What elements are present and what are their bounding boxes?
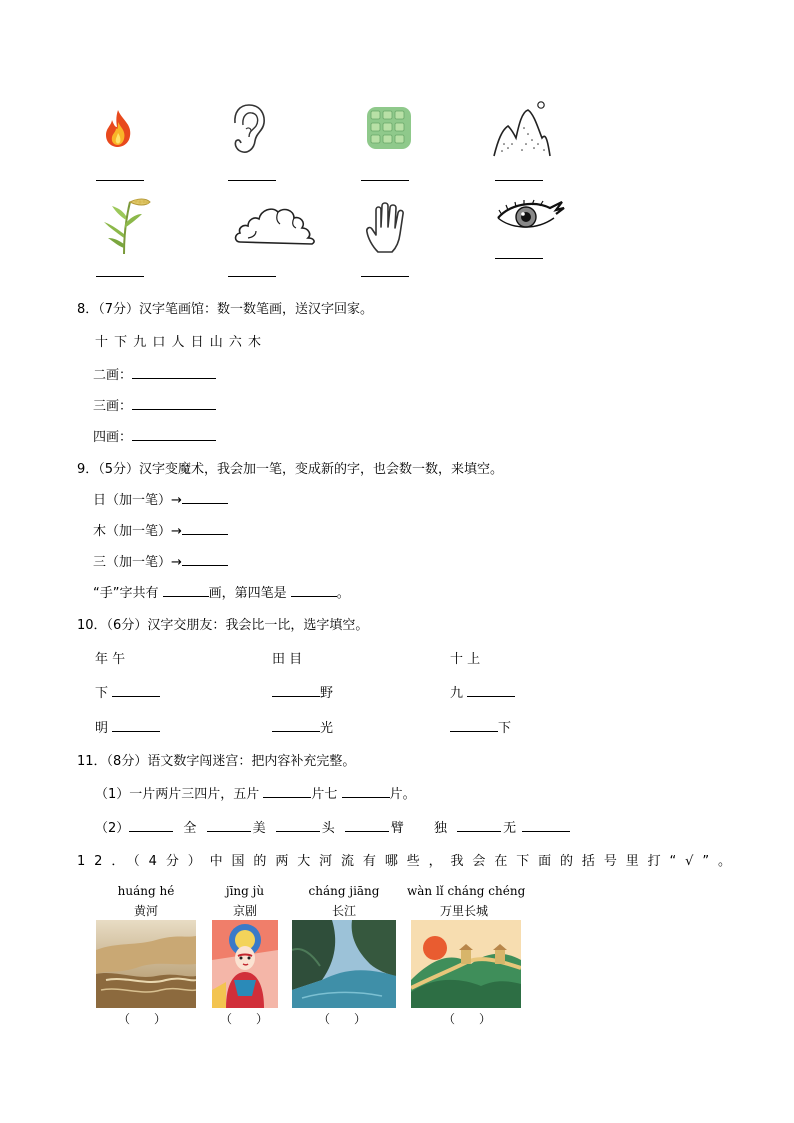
q9-answer-blank[interactable] (182, 533, 228, 535)
yangtze-river-image (292, 920, 396, 1008)
q11-text: 头 (321, 821, 335, 836)
q11-text: （2） (95, 821, 130, 836)
q8-answer-blank[interactable] (132, 408, 216, 410)
q11-text: 片。 (389, 787, 416, 802)
q10-title: 10．（6分）汉字交朋友：我会比一比，选字填空。 (77, 618, 369, 633)
q12-answer-paren[interactable]: （ ） (318, 1012, 367, 1026)
fire-icon (102, 108, 134, 148)
rice-plant-icon (100, 194, 156, 254)
q9-row (93, 551, 228, 570)
q11-blank[interactable] (129, 830, 173, 832)
q9-row-label: 三（加一笔）→ (93, 555, 182, 570)
q10-item (272, 717, 333, 736)
q7-blank[interactable] (96, 180, 144, 181)
hand-icon (364, 200, 414, 254)
q10-blank[interactable] (112, 730, 160, 732)
q12-answer-paren[interactable]: （ ） (118, 1012, 167, 1026)
q11-blank[interactable] (276, 830, 320, 832)
q11-blank[interactable] (522, 830, 570, 832)
q11-line-2 (95, 817, 570, 836)
q12-name: 万里长城 (439, 904, 488, 918)
q12-name: 黄河 (133, 904, 158, 918)
q8-title: 8．（7分）汉字笔画馆：数一数笔画，送汉字回家。 (77, 302, 374, 317)
q7-blank[interactable] (228, 180, 276, 181)
q9-row-label: 日（加一笔）→ (93, 493, 182, 508)
q10-pair: 年 午 (95, 652, 126, 667)
eye-icon (494, 198, 566, 236)
q8-row-2 (93, 364, 216, 383)
q9-title: 9．（5分）汉字变魔术，我会加一笔，变成新的字，也会数一数，来填空。 (77, 462, 504, 477)
q10-item (272, 682, 333, 701)
q9-row (93, 520, 228, 539)
q12-title: 12．（4分）中国的两大河流有哪些，我会在下面的括号里打“√”。 (77, 854, 740, 869)
q7-blank[interactable] (495, 258, 543, 259)
q7-blank[interactable] (495, 180, 543, 181)
q8-row-label: 二画： (93, 368, 133, 383)
q8-answer-blank[interactable] (132, 377, 216, 379)
q11-blank[interactable] (263, 796, 311, 798)
q10-blank[interactable] (272, 695, 320, 697)
great-wall-image (411, 920, 521, 1008)
q11-blank[interactable] (457, 830, 501, 832)
q11-text: 片七 (311, 787, 338, 802)
q9-shou-text: “手”字共有 (93, 586, 159, 601)
q10-char: 下 (95, 686, 109, 701)
q10-item (450, 717, 511, 736)
q8-chars: 十 下 九 口 人 日 山 六 木 (95, 335, 263, 350)
q9-row (93, 489, 228, 508)
q7-blank[interactable] (96, 276, 144, 277)
q12-name: 京剧 (232, 904, 257, 918)
q12-name: 长江 (331, 904, 356, 918)
q12-pinyin: wàn lǐ cháng chéng (407, 884, 526, 898)
q10-pair: 十 上 (450, 652, 481, 667)
field-icon (366, 106, 412, 150)
q10-char: 野 (320, 686, 334, 701)
q10-blank[interactable] (467, 695, 515, 697)
q10-char: 九 (450, 686, 464, 701)
q10-item (95, 682, 160, 701)
q11-text: 独 (434, 821, 448, 836)
q9-shou-text: 。 (336, 586, 350, 601)
q10-blank[interactable] (450, 730, 498, 732)
q9-fourth-stroke-blank[interactable] (291, 595, 337, 597)
q12-answer-paren[interactable]: （ ） (443, 1012, 492, 1026)
q10-blank[interactable] (272, 730, 320, 732)
q11-text: 美 (252, 821, 266, 836)
q10-char: 光 (320, 721, 334, 736)
q10-char: 下 (498, 721, 512, 736)
q10-blank[interactable] (112, 695, 160, 697)
q8-answer-blank[interactable] (132, 439, 216, 441)
q9-shou-text: 画，第四笔是 (208, 586, 287, 601)
q9-row-label: 木（加一笔）→ (93, 524, 182, 539)
q11-text: 无 (503, 821, 517, 836)
peking-opera-image (212, 920, 278, 1008)
q11-blank[interactable] (207, 830, 251, 832)
q11-text: 全 (183, 821, 197, 836)
q10-item (450, 682, 515, 701)
q7-blank[interactable] (228, 276, 276, 277)
q12-pinyin: huáng hé (117, 884, 175, 898)
q8-row-4 (93, 426, 216, 445)
q9-answer-blank[interactable] (182, 564, 228, 566)
q8-row-label: 四画： (93, 430, 133, 445)
q12-answer-paren[interactable]: （ ） (220, 1012, 269, 1026)
q10-pair: 田 目 (272, 652, 303, 667)
q9-shou-row (93, 582, 350, 601)
q11-title: 11．（8分）语文数字闯迷宫：把内容补充完整。 (77, 754, 356, 769)
cloud-icon (234, 204, 318, 246)
q8-row-label: 三画： (93, 399, 133, 414)
q12-pinyin: cháng jiāng (308, 884, 380, 898)
yellow-river-image (96, 920, 196, 1008)
q11-blank[interactable] (342, 796, 390, 798)
q11-text: （1）一片两片三四片，五片 (95, 787, 260, 802)
q11-blank[interactable] (345, 830, 389, 832)
mountain-icon (492, 100, 552, 158)
q9-stroke-count-blank[interactable] (163, 595, 209, 597)
q11-line-1 (95, 783, 416, 802)
q10-item (95, 717, 160, 736)
q8-row-3 (93, 395, 216, 414)
q7-blank[interactable] (361, 276, 409, 277)
q11-text: 臂 (390, 821, 404, 836)
q12-pinyin: jīng jù (225, 884, 265, 898)
q7-blank[interactable] (361, 180, 409, 181)
ear-icon (231, 103, 267, 155)
q9-answer-blank[interactable] (182, 502, 228, 504)
q10-char: 明 (95, 721, 109, 736)
